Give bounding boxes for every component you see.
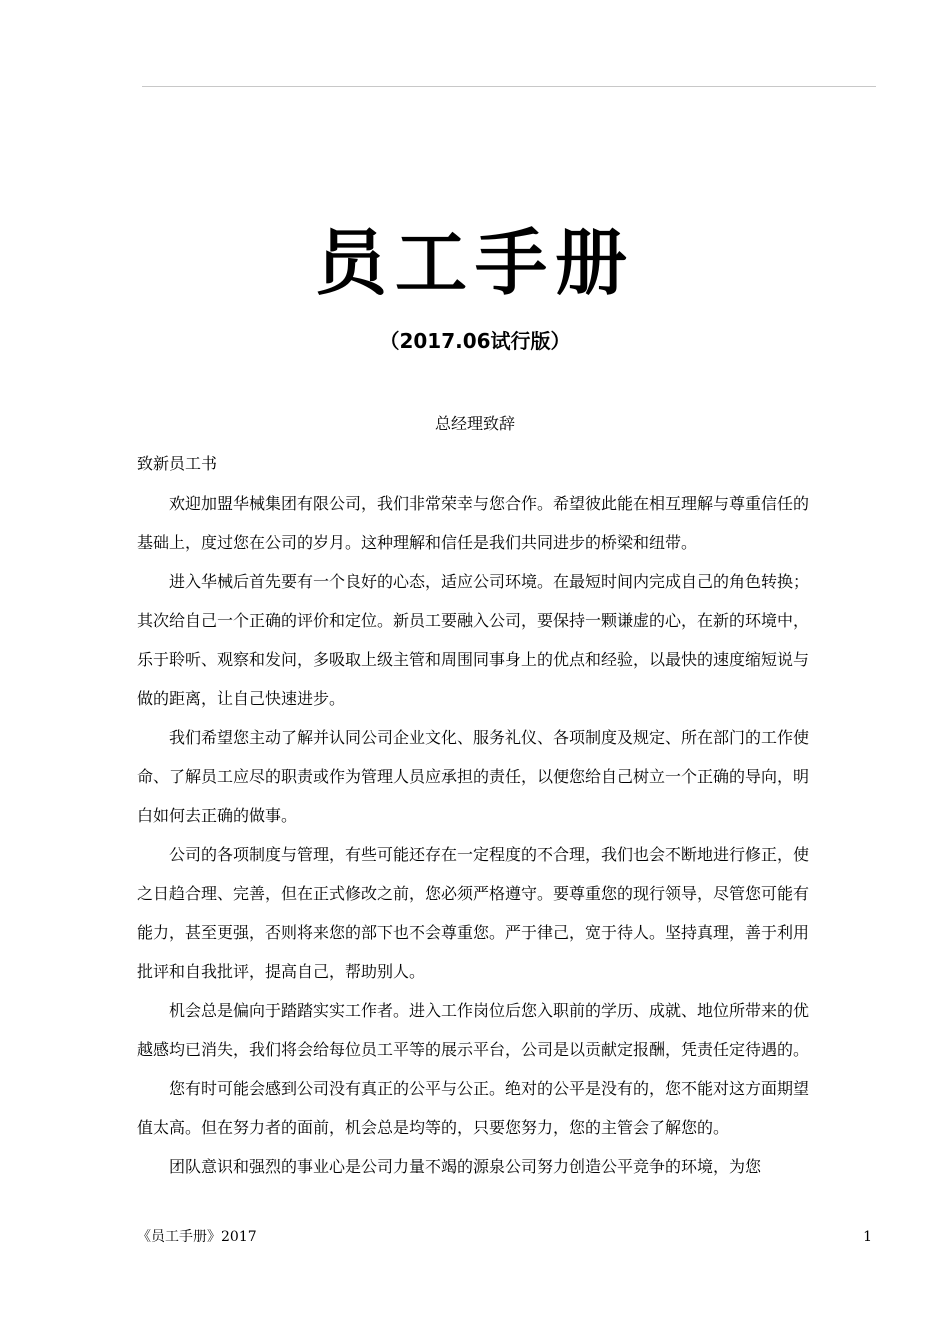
page-number: 1: [863, 1229, 872, 1245]
document-title: 员工手册: [314, 221, 635, 305]
footer-document-name: 《员工手册》2017: [137, 1229, 257, 1245]
paragraph-mindset: 进入华械后首先要有一个良好的心态，适应公司环境。在最短时间内完成自己的角色转换；其次给自己一个正确的评价和定位。新员工要融入公司，要保持一颗谦虚的心，在新的环境中，乐于聆听、观察和发问，多吸取上级主管和周围同事身上的优点和经验，以最快的速度缩短说与做的距离，让自己快速进步。: [137, 572, 810, 708]
paragraph-culture: 我们希望您主动了解并认同公司企业文化、服务礼仪、各项制度及规定、所在部门的工作使命、了解员工应尽的职责或作为管理人员应承担的责任，以便您给自己树立一个正确的导向，明白如何去正确的做事。: [137, 728, 810, 825]
letter-greeting: 致新员工书: [137, 454, 218, 473]
paragraph-fairness: 您有时可能会感到公司没有真正的公平与公正。绝对的公平是没有的，您不能对这方面期望值太高。但在努力者的面前，机会总是均等的，只要您努力，您的主管会了解您的。: [137, 1079, 810, 1137]
header-rule: [142, 86, 876, 87]
paragraph-teamwork: 团队意识和强烈的事业心是公司力量不竭的源泉公司努力创造公平竞争的环境，为您: [169, 1157, 762, 1176]
paragraph-rules: 公司的各项制度与管理，有些可能还存在一定程度的不合理，我们也会不断地进行修正，使之日趋合理、完善，但在正式修改之前，您必须严格遵守。要尊重您的现行领导，尽管您可能有能力，甚至更强，否则将来您的部下也不会尊重您。严于律己，宽于待人。坚持真理，善于利用批评和自我批评，提高自己，帮助别人。: [137, 845, 810, 981]
paragraph-opportunity: 机会总是偏向于踏踏实实工作者。进入工作岗位后您入职前的学历、成就、地位所带来的优越感均已消失，我们将会给每位员工平等的展示平台，公司是以贡献定报酬，凭责任定待遇的。: [137, 1001, 810, 1059]
paragraph-welcome: 欢迎加盟华械集团有限公司，我们非常荣幸与您合作。希望彼此能在相互理解与尊重信任的基础上，度过您在公司的岁月。这种理解和信任是我们共同进步的桥梁和纽带。: [137, 494, 810, 552]
section-heading: 总经理致辞: [434, 414, 515, 433]
letter-body: [137, 484, 809, 1186]
document-subtitle: （2017.06试行版）: [379, 329, 571, 353]
